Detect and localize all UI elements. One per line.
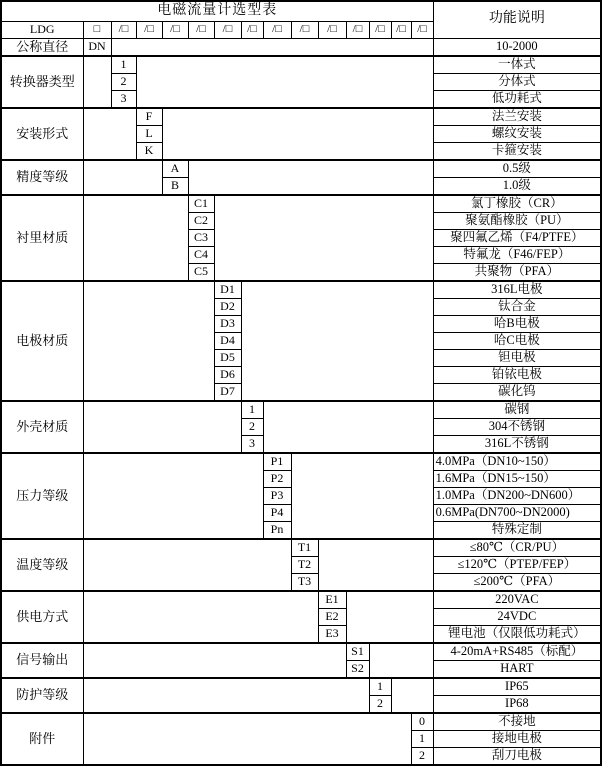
code-cell: D6: [214, 366, 241, 383]
slot-box-cell: /□: [188, 21, 214, 38]
category-cell: 精度等级: [1, 160, 83, 195]
code-cell: T1: [291, 539, 318, 557]
category-cell: 公称直径: [1, 38, 83, 56]
desc-cell: 聚四氟乙烯（F4/PTFE）: [433, 229, 601, 246]
code-cell: D5: [214, 349, 241, 366]
desc-cell: 共聚物（PFA）: [433, 263, 601, 281]
desc-cell: 锂电池（仅限低功耗式）: [433, 625, 601, 643]
slot-box-cell: /□: [214, 21, 241, 38]
code-cell: 0: [411, 713, 433, 731]
desc-cell: 0.5级: [433, 160, 601, 178]
code-cell: 2: [111, 73, 136, 90]
desc-cell: 24VDC: [433, 608, 601, 625]
empty-cell: [111, 38, 433, 56]
function-column-header: 功能说明: [433, 1, 601, 38]
slot-box-cell: /□: [318, 21, 346, 38]
order-box-cell: □: [83, 21, 111, 38]
desc-cell: 1.0MPa（DN200~DN600）: [433, 487, 601, 504]
desc-cell: 4.0MPa（DN10~150）: [433, 453, 601, 471]
category-cell: 转换器类型: [1, 56, 83, 108]
desc-cell: 220VAC: [433, 591, 601, 609]
empty-cell: [83, 453, 263, 539]
code-cell: 2: [411, 747, 433, 765]
desc-cell: 碳化钨: [433, 383, 601, 401]
desc-cell: 304不锈钢: [433, 418, 601, 435]
desc-cell: 1.0级: [433, 177, 601, 195]
code-cell: 2: [369, 695, 391, 713]
code-cell: L: [136, 125, 162, 142]
code-cell: D2: [214, 298, 241, 315]
desc-cell: 哈B电极: [433, 315, 601, 332]
desc-cell: 1.6MPa（DN15~150）: [433, 470, 601, 487]
empty-cell: [83, 643, 346, 678]
desc-cell: 法兰安装: [433, 108, 601, 126]
code-cell: P2: [263, 470, 291, 487]
code-cell: E1: [318, 591, 346, 609]
empty-cell: [263, 401, 433, 453]
code-cell: 1: [111, 56, 136, 74]
empty-cell: [83, 108, 136, 160]
code-cell: 2: [241, 418, 263, 435]
code-cell: 1: [411, 730, 433, 747]
empty-cell: [318, 539, 433, 591]
desc-cell: ≤80℃（CR/PU）: [433, 539, 601, 557]
empty-cell: [188, 160, 433, 195]
code-cell: 1: [369, 678, 391, 696]
desc-cell: 螺纹安装: [433, 125, 601, 142]
desc-cell: 分体式: [433, 73, 601, 90]
code-cell: K: [136, 142, 162, 160]
code-cell: T2: [291, 556, 318, 573]
code-cell: 1: [241, 401, 263, 419]
code-cell: S1: [346, 643, 369, 661]
category-cell: 压力等级: [1, 453, 83, 539]
code-cell: T3: [291, 573, 318, 591]
desc-cell: 一体式: [433, 56, 601, 74]
code-cell: D1: [214, 281, 241, 299]
slot-box-cell: /□: [241, 21, 263, 38]
desc-cell: ≤200℃（PFA）: [433, 573, 601, 591]
desc-cell: 铂铱电极: [433, 366, 601, 383]
code-cell: E3: [318, 625, 346, 643]
category-cell: 衬里材质: [1, 195, 83, 281]
desc-cell: 接地电极: [433, 730, 601, 747]
desc-cell: IP68: [433, 695, 601, 713]
code-cell: C2: [188, 212, 214, 229]
desc-cell: 不接地: [433, 713, 601, 731]
code-cell: D3: [214, 315, 241, 332]
empty-cell: [83, 281, 214, 401]
code-cell: P3: [263, 487, 291, 504]
slot-box-cell: /□: [111, 21, 136, 38]
empty-cell: [83, 195, 188, 281]
code-cell: E2: [318, 608, 346, 625]
empty-cell: [83, 56, 111, 108]
code-cell: Pn: [263, 521, 291, 539]
code-cell: C5: [188, 263, 214, 281]
desc-cell: 哈C电极: [433, 332, 601, 349]
empty-cell: [136, 56, 433, 108]
empty-cell: [369, 643, 433, 678]
empty-cell: [162, 108, 433, 160]
code-cell: S2: [346, 660, 369, 678]
code-cell: DN: [83, 38, 111, 56]
code-cell: B: [162, 177, 188, 195]
code-cell: D7: [214, 383, 241, 401]
desc-cell: IP65: [433, 678, 601, 696]
desc-cell: 10-2000: [433, 38, 601, 56]
empty-cell: [83, 678, 369, 713]
desc-cell: 氯丁橡胶（CR）: [433, 195, 601, 213]
desc-cell: 钛合金: [433, 298, 601, 315]
empty-cell: [291, 453, 433, 539]
category-cell: 附件: [1, 713, 83, 765]
code-cell: P1: [263, 453, 291, 471]
slot-box-cell: /□: [411, 21, 433, 38]
category-cell: 安装形式: [1, 108, 83, 160]
slot-box-cell: /□: [291, 21, 318, 38]
desc-cell: 4-20mA+RS485（标配）: [433, 643, 601, 661]
empty-cell: [83, 160, 162, 195]
slot-box-cell: /□: [369, 21, 391, 38]
table-title: 电磁流量计选型表: [1, 1, 433, 21]
empty-cell: [83, 713, 411, 765]
desc-cell: 钽电极: [433, 349, 601, 366]
code-cell: 3: [241, 435, 263, 453]
code-cell: C1: [188, 195, 214, 213]
code-cell: C4: [188, 246, 214, 263]
desc-cell: ≤120℃（PTEP/FEP）: [433, 556, 601, 573]
slot-box-cell: /□: [263, 21, 291, 38]
category-cell: 外壳材质: [1, 401, 83, 453]
empty-cell: [214, 195, 433, 281]
category-cell: 防护等级: [1, 678, 83, 713]
desc-cell: HART: [433, 660, 601, 678]
category-cell: 温度等级: [1, 539, 83, 591]
code-cell: C3: [188, 229, 214, 246]
desc-cell: 刮刀电极: [433, 747, 601, 765]
code-cell: F: [136, 108, 162, 126]
desc-cell: 卡箍安装: [433, 142, 601, 160]
category-cell: 供电方式: [1, 591, 83, 643]
empty-cell: [83, 401, 241, 453]
desc-cell: 特氟龙（F46/FEP）: [433, 246, 601, 263]
desc-cell: 聚氨酯橡胶（PU）: [433, 212, 601, 229]
slot-box-cell: /□: [162, 21, 188, 38]
empty-cell: [83, 539, 291, 591]
desc-cell: 0.6MPa(DN700~DN2000): [433, 504, 601, 521]
category-cell: 电极材质: [1, 281, 83, 401]
desc-cell: 特殊定制: [433, 521, 601, 539]
category-cell: 信号输出: [1, 643, 83, 678]
desc-cell: 碳钢: [433, 401, 601, 419]
slot-box-cell: /□: [136, 21, 162, 38]
empty-cell: [83, 591, 318, 643]
code-cell: 3: [111, 90, 136, 108]
empty-cell: [391, 678, 433, 713]
code-cell: A: [162, 160, 188, 178]
slot-box-cell: /□: [346, 21, 369, 38]
desc-cell: 316L不锈钢: [433, 435, 601, 453]
empty-cell: [346, 591, 433, 643]
code-cell: D4: [214, 332, 241, 349]
slot-box-cell: /□: [391, 21, 411, 38]
code-cell: P4: [263, 504, 291, 521]
empty-cell: [241, 281, 433, 401]
desc-cell: 低功耗式: [433, 90, 601, 108]
desc-cell: 316L电极: [433, 281, 601, 299]
model-code-cell: LDG: [1, 21, 83, 38]
